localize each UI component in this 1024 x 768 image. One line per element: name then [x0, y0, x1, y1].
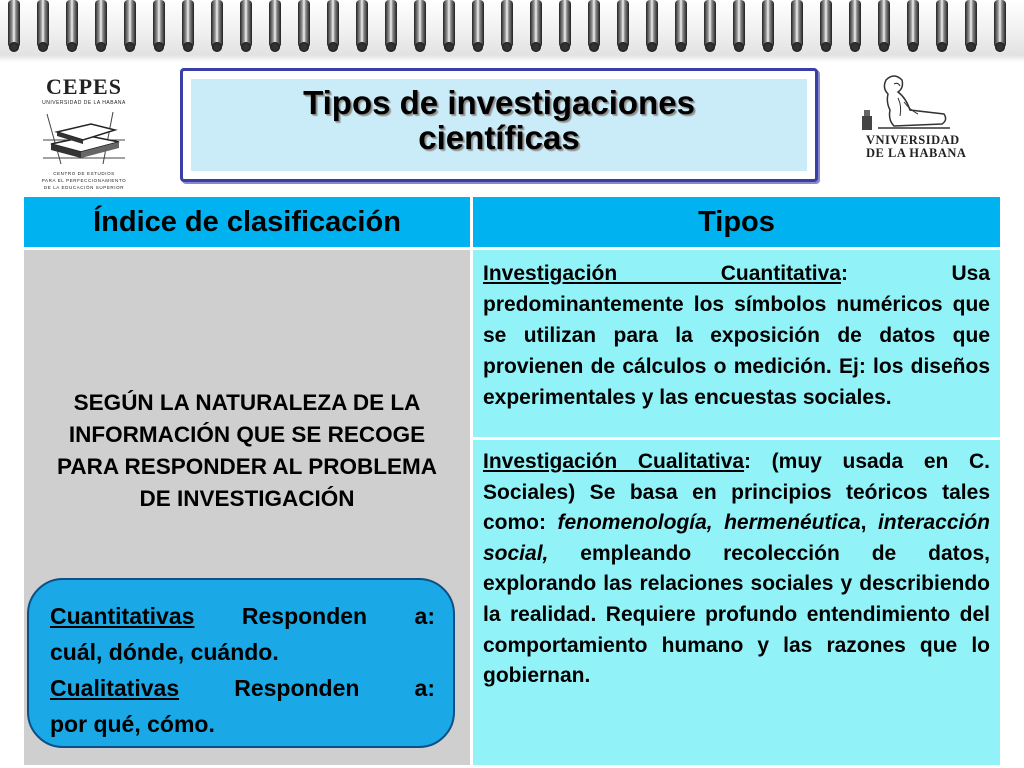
- cepes-logo-line-1: CENTRO DE ESTUDIOS: [53, 171, 115, 176]
- qualitative-type-italic-a: fenomenología, hermenéutica: [557, 511, 861, 535]
- qualitative-description: [483, 447, 990, 692]
- binding-coil: [385, 0, 397, 48]
- binding-coil: [37, 0, 49, 48]
- binding-coil: [95, 0, 107, 48]
- binding-hole: [734, 42, 744, 52]
- binding-coil: [327, 0, 339, 48]
- cepes-logo-line-2: PARA EL PERFECCIONAMIENTO: [41, 178, 127, 183]
- qualitative-type-text-c: empleando recolección de datos, explorando las relaciones sociales y describiendo la realidad. Requiere profundo entendimiento del comportamiento humano y las razones que lo gobiernan.: [483, 541, 990, 688]
- page-title: [183, 85, 815, 155]
- quantitative-type-term: Investigación Cuantitativa: [483, 262, 841, 285]
- binding-coil: [559, 0, 571, 48]
- binding-coil: [965, 0, 977, 48]
- binding-coil: [501, 0, 513, 48]
- binding-hole: [241, 42, 251, 52]
- binding-coil: [356, 0, 368, 48]
- qualitative-term: Cualitativas: [50, 675, 180, 701]
- binding-hole: [531, 42, 541, 52]
- binding-coil: [936, 0, 948, 48]
- binding-hole: [502, 42, 512, 52]
- qualitative-type-term: Investigación Cualitativa: [483, 450, 745, 473]
- criterion-text: SEGÚN LA NATURALEZA DE LA INFORMACIÓN QUE SE RECOGE PARA RESPONDER AL PROBLEMA DE INVESTIGACIÓN: [56, 390, 438, 511]
- summary-qualitative-line-1: [50, 670, 435, 706]
- binding-coil: [791, 0, 803, 48]
- page-title-line-2: científicas: [418, 119, 580, 156]
- binding-hole: [792, 42, 802, 52]
- binding-hole: [357, 42, 367, 52]
- type-cell-qualitative: [473, 440, 1000, 765]
- binding-coil: [994, 0, 1006, 48]
- cepes-logo-name: CEPES: [46, 74, 122, 99]
- quantitative-term: Cuantitativas: [50, 603, 195, 629]
- binding-coil: [530, 0, 542, 48]
- binding-coil: [182, 0, 194, 48]
- qualitative-type-text-b: ,: [860, 511, 878, 535]
- binding-coil: [733, 0, 745, 48]
- quantitative-type-text: : Usa predominantemente los símbolos numéricos que se utilizan para la exposición de datos que provienen de cálculos o medición. Ej: los diseños experimentales y las encuestas sociales.: [483, 262, 990, 409]
- binding-hole: [67, 42, 77, 52]
- uh-logo-line-1: VNIVERSIDAD: [866, 133, 960, 147]
- binding-coil: [878, 0, 890, 48]
- binding-hole: [879, 42, 889, 52]
- binding-hole: [937, 42, 947, 52]
- binding-hole: [850, 42, 860, 52]
- binding-hole: [415, 42, 425, 52]
- binding-hole: [38, 42, 48, 52]
- page-title-line-1: Tipos de investigaciones: [303, 84, 695, 121]
- binding-hole: [9, 42, 19, 52]
- quantitative-questions: cuál, dónde, cuándo.: [50, 639, 279, 665]
- binding-hole: [705, 42, 715, 52]
- binding-hole: [299, 42, 309, 52]
- binding-coil: [211, 0, 223, 48]
- binding-coil: [269, 0, 281, 48]
- binding-hole: [444, 42, 454, 52]
- quantitative-responds: Responden a:: [194, 603, 435, 629]
- binding-hole: [96, 42, 106, 52]
- universidad-habana-logo: [858, 72, 1008, 172]
- binding-coil: [472, 0, 484, 48]
- binding-hole: [589, 42, 599, 52]
- binding-coil: [907, 0, 919, 48]
- binding-hole: [908, 42, 918, 52]
- qualitative-type-text-a: : (muy usada en C. Sociales) Se basa en principios teóricos tales como:: [483, 450, 990, 535]
- binding-hole: [618, 42, 628, 52]
- qualitative-type-italic-b: interacción social,: [483, 511, 990, 565]
- summary-quantitative-line-1: [50, 598, 435, 634]
- binding-hole: [473, 42, 483, 52]
- binding-coil: [704, 0, 716, 48]
- summary-callout: [27, 578, 455, 748]
- binding-coil: [646, 0, 658, 48]
- binding-coil: [820, 0, 832, 48]
- binding-hole: [560, 42, 570, 52]
- binding-coil: [8, 0, 20, 48]
- quantitative-description: [483, 258, 990, 413]
- books-icon: [41, 110, 127, 168]
- binding-coil: [153, 0, 165, 48]
- type-cell-quantitative: [473, 250, 1000, 437]
- binding-coil: [66, 0, 78, 48]
- binding-coil: [588, 0, 600, 48]
- cepes-logo: [34, 74, 134, 190]
- classification-table: [24, 197, 1000, 765]
- binding-hole: [995, 42, 1005, 52]
- title-box: [180, 68, 818, 182]
- binding-coil: [849, 0, 861, 48]
- binding-hole: [763, 42, 773, 52]
- binding-coil: [675, 0, 687, 48]
- alma-mater-figure-icon: [858, 72, 1008, 134]
- binding-coil: [617, 0, 629, 48]
- binding-coil: [414, 0, 426, 48]
- binding-hole: [212, 42, 222, 52]
- binding-hole: [386, 42, 396, 52]
- qualitative-questions: por qué, cómo.: [50, 711, 215, 737]
- binding-coil: [443, 0, 455, 48]
- qualitative-responds: Responden a:: [179, 675, 435, 701]
- header-classification-index: Índice de clasificación: [24, 197, 470, 247]
- binding-hole: [647, 42, 657, 52]
- binding-coil: [240, 0, 252, 48]
- cepes-logo-line-3: DE LA EDUCACIÓN SUPERIOR: [43, 185, 125, 190]
- binding-hole: [676, 42, 686, 52]
- uh-logo-line-2: DE LA HABANA: [866, 146, 967, 160]
- binding-hole: [125, 42, 135, 52]
- binding-hole: [328, 42, 338, 52]
- binding-hole: [183, 42, 193, 52]
- binding-hole: [154, 42, 164, 52]
- spiral-binding: [0, 0, 1024, 62]
- binding-hole: [821, 42, 831, 52]
- cepes-logo-subtitle: UNIVERSIDAD DE LA HABANA: [42, 100, 126, 106]
- binding-coil: [124, 0, 136, 48]
- binding-hole: [966, 42, 976, 52]
- header-types: Tipos: [473, 197, 1000, 247]
- binding-coil: [762, 0, 774, 48]
- binding-hole: [270, 42, 280, 52]
- criterion-cell: [24, 250, 470, 765]
- binding-coil: [298, 0, 310, 48]
